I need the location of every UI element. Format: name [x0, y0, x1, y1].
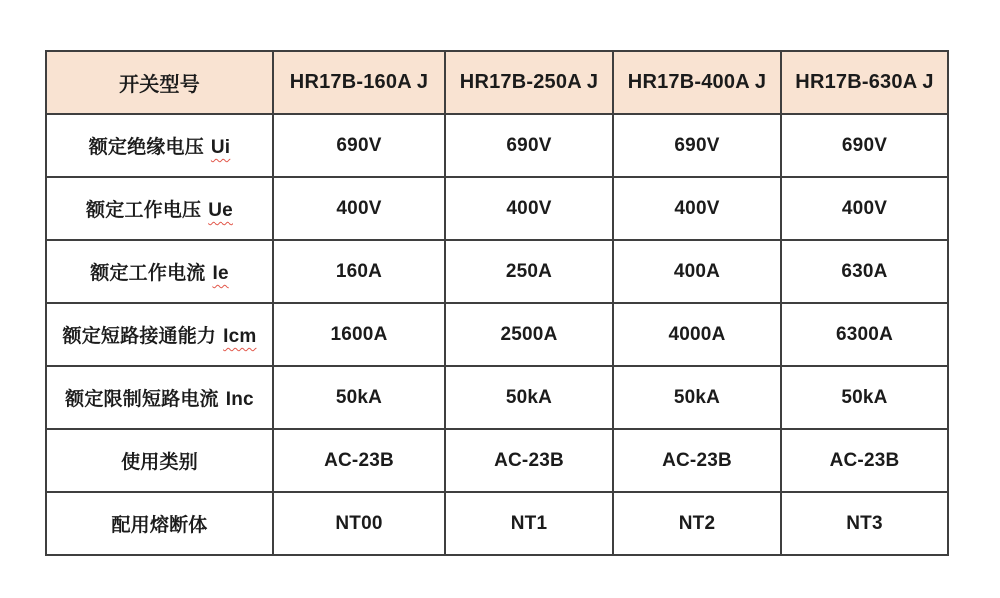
table-cell: NT00 [273, 492, 445, 555]
table-cell: 400V [273, 177, 445, 240]
table-cell: 690V [273, 114, 445, 177]
row-label-category [46, 429, 273, 492]
row-label-text: 额定绝缘电压 [88, 137, 204, 158]
row-label-text: 额定工作电流 [90, 263, 206, 284]
row-label-text: 额定限制短路电流 [65, 389, 219, 410]
table-row-rated-working-voltage [46, 177, 948, 240]
row-label-fuse [46, 492, 273, 555]
header-cell-model-160a: HR17B-160A J [273, 51, 445, 114]
row-label-abbr: Ui [210, 137, 231, 158]
table-cell: 50kA [445, 366, 613, 429]
table-cell: NT2 [613, 492, 781, 555]
table-header-row [46, 51, 948, 114]
table-cell: 630A [781, 240, 948, 303]
row-label-abbr: Icm [223, 326, 257, 347]
table-cell: AC-23B [781, 429, 948, 492]
header-cell-model-400a: HR17B-400A J [613, 51, 781, 114]
table-row-utilization-category [46, 429, 948, 492]
table-row-rated-working-current [46, 240, 948, 303]
table-cell: NT3 [781, 492, 948, 555]
row-label-abbr: Inc [225, 389, 254, 410]
row-label-icm [46, 303, 273, 366]
table-row-rated-short-circuit-making-capacity [46, 303, 948, 366]
table-cell: 400V [613, 177, 781, 240]
table-row-rated-limited-short-circuit-current [46, 366, 948, 429]
table-cell: AC-23B [613, 429, 781, 492]
table-cell: 50kA [273, 366, 445, 429]
table-cell: 400A [613, 240, 781, 303]
table-cell: 4000A [613, 303, 781, 366]
row-label-inc [46, 366, 273, 429]
row-label-text: 配用熔断体 [111, 515, 208, 536]
spec-table [45, 50, 949, 556]
row-label-abbr: Ue [208, 200, 233, 221]
table-cell: AC-23B [445, 429, 613, 492]
table-cell: 50kA [781, 366, 948, 429]
row-label-text: 额定短路接通能力 [62, 326, 217, 347]
table-cell: 690V [781, 114, 948, 177]
row-label-text: 额定工作电压 [86, 200, 202, 221]
table-cell: 50kA [613, 366, 781, 429]
table-cell: NT1 [445, 492, 613, 555]
table-cell: 690V [445, 114, 613, 177]
header-cell-model-250a: HR17B-250A J [445, 51, 613, 114]
table-cell: 690V [613, 114, 781, 177]
row-label-ue [46, 177, 273, 240]
table-cell: 400V [781, 177, 948, 240]
table-row-matching-fuse [46, 492, 948, 555]
table-cell: 400V [445, 177, 613, 240]
table-cell: 2500A [445, 303, 613, 366]
row-label-ie [46, 240, 273, 303]
header-cell-switch-model: 开关型号 [46, 51, 273, 114]
table-cell: AC-23B [273, 429, 445, 492]
table-cell: 6300A [781, 303, 948, 366]
table-row-rated-insulation-voltage [46, 114, 948, 177]
table-cell: 160A [273, 240, 445, 303]
row-label-text: 使用类别 [121, 452, 198, 473]
header-cell-model-630a: HR17B-630A J [781, 51, 948, 114]
table-cell: 1600A [273, 303, 445, 366]
row-label-ui [46, 114, 273, 177]
row-label-abbr: Ie [212, 263, 229, 284]
table-cell: 250A [445, 240, 613, 303]
